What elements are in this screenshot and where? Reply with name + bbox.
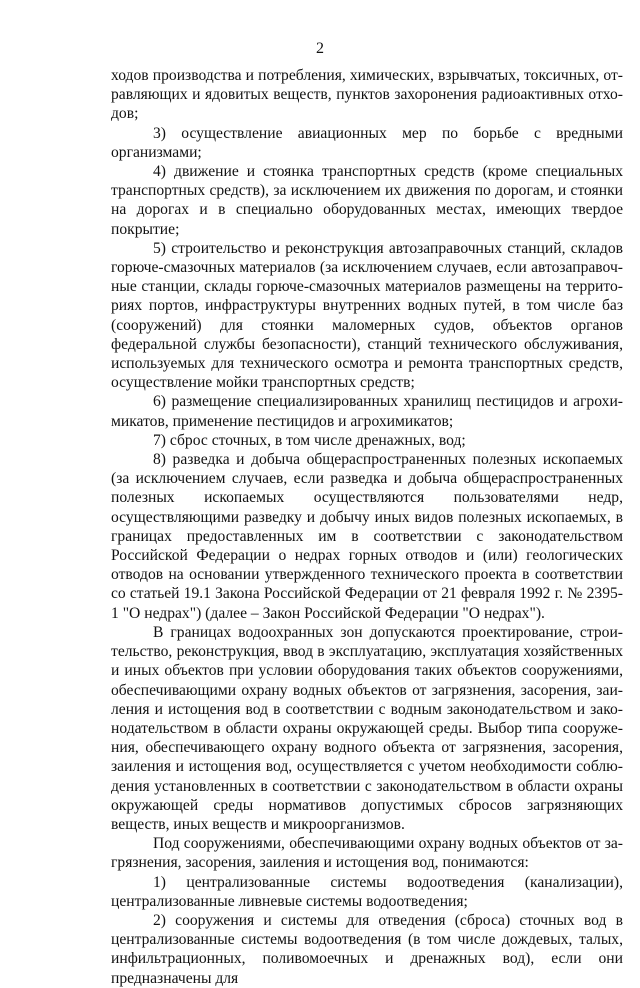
list-item-6: 6) размещение специализированных хранилищ пестицидов и агрохимикатов, применение пестицидов и агрохимикатов; <box>111 393 623 430</box>
paragraph-permitted-activities: В границах водоохранных зон допускаются проектирование, строительство, реконструкция, ввод в эксплуатацию, эксплуатация хозяйственных и иных объектов при условии оборудования таких объектов сооружениями, обеспечивающими охрану водных объектов от загрязнения, засорения, заиления и истощения вод в соответствии с водным законодательством и законодательством в области охраны окружающей среды. Выбор типа сооружения, обеспечивающего охрану водного объекта от загрязнения, засорения, заиления и истощения вод, осуществляется с учетом необходимости соблюдения установленных в соответствии с законодательством в области охраны окружающей среды нормативов допустимых сбросов загрязняющих веществ, иных веществ и микроорганизмов. <box>111 623 623 833</box>
page-number: 2 <box>316 40 324 57</box>
definition-item-2: 2) сооружения и системы для отведения (сброса) сточных вод в централизованные системы водоотведения (в том числе дождевых, талых, инфильтрационных, поливомоечных и дренажных вод), если они предназначены для <box>111 911 623 987</box>
list-item-4: 4) движение и стоянка транспортных средств (кроме специальных транспортных средств), за исключением их движения по дорогам, и стоянки на дорогах и в специально оборудованных местах, имеющих твердое покрытие; <box>111 163 623 238</box>
list-item-3: 3) осуществление авиационных мер по борьбе с вредными организмами; <box>111 124 623 161</box>
list-item-7: 7) сброс сточных, в том числе дренажных, вод; <box>153 431 466 449</box>
definition-item-1: 1) централизованные системы водоотведения (канализации), централизованные ливневые системы водоотведения; <box>111 873 623 910</box>
document-body <box>111 66 623 988</box>
paragraph-definition: Под сооружениями, обеспечивающими охрану водных объектов от загрязнения, засорения, заиления и истощения вод, понимаются: <box>111 835 623 872</box>
list-item-5: 5) строительство и реконструкция автозаправочных станций, складов горюче-смазочных материалов (за исключением случаев, если автозаправочные станции, склады горюче-смазочных материалов размещены на территориях портов, инфраструктуры внутренних водных путей, в том числе баз (сооружений) для стоянки маломерных судов, объектов органов федеральной службы безопасности), станций технического обслуживания, используемых для технического осмотра и ремонта транспортных средств, осуществление мойки транспортных средств; <box>111 239 623 392</box>
list-item-8: 8) разведка и добыча общераспространенных полезных ископаемых (за исключением случаев, если разведка и добыча общераспространенных полезных ископаемых осуществляются пользователями недр, осуществляющими разведку и добычу иных видов полезных ископаемых, в границах предоставленных им в соответствии с законодательством Российской Федерации о недрах горных отводов и (или) геологических отводов на основании утвержденного технического проекта в соответствии со статьей 19.1 Закона Российской Федерации от 21 февраля 1992 г. № 2395-1 "О недрах") (далее – Закон Российской Федерации "О недрах"). <box>111 451 623 622</box>
paragraph-continuation: ходов производства и потребления, химических, взрывчатых, токсичных, отравляющих и ядовитых веществ, пунктов захоронения радиоактивных отходов; <box>111 67 623 123</box>
